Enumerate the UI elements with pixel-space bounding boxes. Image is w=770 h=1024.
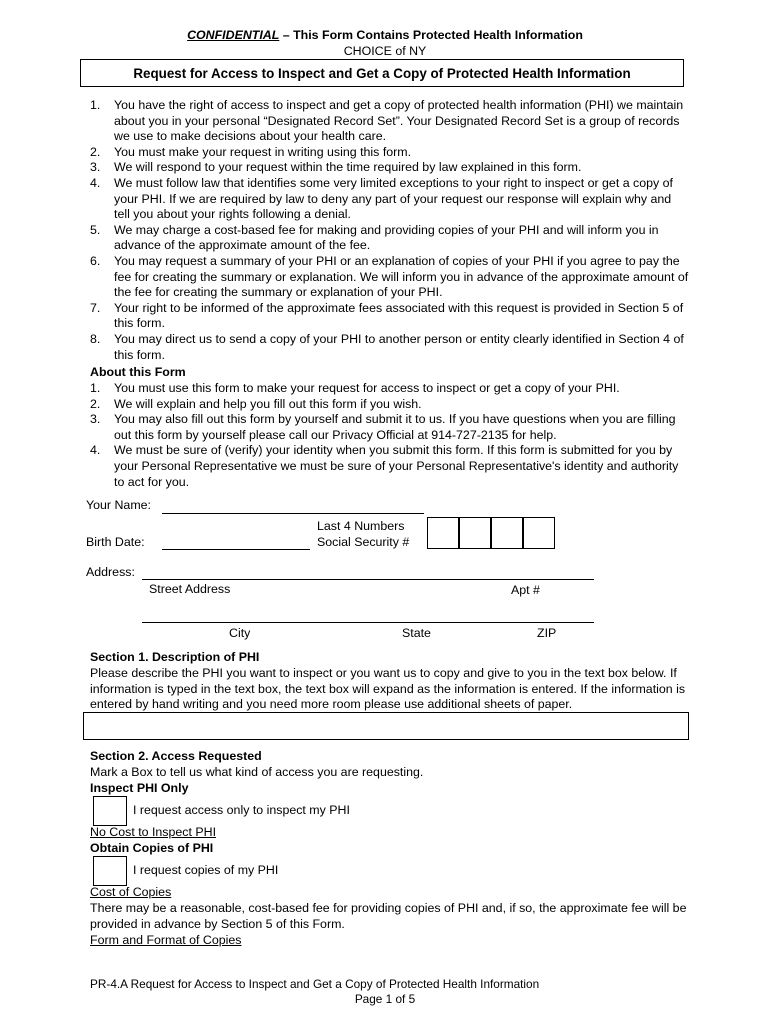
list-text: You must make your request in writing using this form. (114, 144, 412, 159)
list-number: 4. (90, 175, 101, 190)
list-item (90, 443, 690, 490)
no-cost-heading: No Cost to Inspect PHI (90, 825, 217, 839)
list-text: You have the right of access to inspect and get a copy of protected health information (PHI) we maintain about you in your personal “Designated Record Set”. Your Designated Record Set is a group of records we use to make decisions about your health care. (114, 98, 684, 144)
footer-page-number: Page 1 of 5 (354, 992, 416, 1006)
list-text: You may request a summary of your PHI or an explanation of copies of your PHI if you agree to pay the fee for creating the summary or explanation. We will inform you in advance of the approximate amount of the fee for creating the summary or explanation of your PHI. (114, 253, 689, 300)
list-item (90, 160, 690, 176)
ssn-digit-box-2[interactable] (459, 517, 491, 549)
confidential-notice (0, 28, 770, 44)
list-number: 6. (90, 253, 101, 268)
cost-of-copies-heading: Cost of Copies (90, 885, 172, 899)
ssn-digit-box-3[interactable] (491, 517, 523, 549)
list-number: 8. (90, 331, 101, 346)
confidential-notice-text: – This Form Contains Protected Health Information (279, 28, 583, 42)
ssn-label-line1: Last 4 Numbers (317, 519, 405, 533)
list-number: 1. (90, 381, 101, 395)
city-label: City (229, 626, 251, 640)
obtain-copies-heading: Obtain Copies of PHI (90, 841, 214, 855)
inspect-phi-heading: Inspect PHI Only (90, 781, 189, 795)
list-item (90, 98, 690, 145)
list-text: You may also fill out this form by yourself and submit it to us. If you have questions when you are filling out this form by yourself please call our Privacy Official at 914-727-2135 for help. (114, 412, 676, 442)
birth-date-field[interactable] (162, 549, 310, 550)
list-text: We will explain and help you fill out this form if you wish. (114, 396, 422, 411)
list-item (90, 223, 690, 254)
list-number: 1. (90, 98, 101, 112)
street-address-field[interactable] (142, 579, 594, 580)
list-text: Your right to be informed of the approximate fees associated with this request is provided in Section 5 of this form. (114, 300, 684, 331)
list-number: 3. (90, 160, 101, 175)
about-list (90, 381, 690, 490)
list-item (90, 397, 690, 413)
ssn-digit-box-4[interactable] (523, 517, 555, 549)
phi-description-textbox[interactable] (83, 712, 689, 740)
list-number: 4. (90, 443, 101, 458)
footer-form-id: PR-4.A Request for Access to Inspect and Get a Copy of Protected Health Information (90, 977, 540, 991)
request-copies-label: I request copies of my PHI (133, 863, 279, 877)
list-text: We must be sure of (verify) your identity when you submit this form. If this form is submitted for you by your Personal Representative we must be sure of your Personal Representative's identity and authority to act for you. (114, 443, 679, 489)
list-item (90, 254, 690, 301)
list-item (90, 381, 690, 397)
section2-instructions: Mark a Box to tell us what kind of access you are requesting. (90, 765, 424, 779)
inspect-only-checkbox[interactable] (93, 796, 127, 826)
list-item (90, 301, 690, 332)
list-item (90, 332, 690, 363)
ssn-digit-box-1[interactable] (427, 517, 459, 549)
organization-name: CHOICE of NY (343, 44, 427, 58)
list-number: 7. (90, 300, 101, 315)
your-name-label: Your Name: (86, 498, 151, 512)
street-address-label: Street Address (149, 582, 231, 596)
list-number: 3. (90, 412, 101, 427)
list-text: We must follow law that identifies some very limited exceptions to your right to inspect or get a copy of your PHI. If we are required by law to deny any part of your request our response will explain why and tell you about your rights following a denial. (114, 175, 673, 222)
form-title: Request for Access to Inspect and Get a Copy of Protected Health Information (80, 59, 684, 87)
list-item (90, 176, 690, 223)
about-heading: About this Form (90, 365, 186, 379)
city-state-zip-field[interactable] (142, 622, 594, 623)
request-copies-checkbox[interactable] (93, 856, 127, 886)
cost-of-copies-text: There may be a reasonable, cost-based fee for providing copies of PHI and, if so, the approximate fee will be provided in advance by Section 5 of this Form. (90, 901, 687, 931)
list-text: You may direct us to send a copy of your PHI to another person or entity clearly identified in Section 4 of this form. (114, 331, 684, 362)
list-number: 2. (90, 396, 101, 411)
section1-heading: Section 1. Description of PHI (90, 650, 260, 664)
inspect-only-label: I request access only to inspect my PHI (133, 803, 350, 817)
list-text: You must use this form to make your request for access to inspect or get a copy of your PHI. (114, 381, 620, 395)
your-name-field[interactable] (162, 513, 424, 514)
section1-instructions: Please describe the PHI you want to inspect or you want us to copy and give to you in the text box below. If information is typed in the text box, the text box will expand as the information is entered. If the information is entered by hand writing and you need more room please use additional sheets of paper. (90, 666, 686, 712)
list-number: 5. (90, 222, 101, 237)
address-label: Address: (86, 565, 135, 579)
section2-heading: Section 2. Access Requested (90, 749, 262, 763)
list-text: We will respond to your request within the time required by law explained in this form. (114, 160, 582, 175)
list-item (90, 145, 690, 161)
list-number: 2. (90, 144, 101, 159)
list-text: We may charge a cost-based fee for making and providing copies of your PHI and will inform you in advance of the approximate amount of the fee. (114, 222, 659, 253)
confidential-label: CONFIDENTIAL (187, 28, 280, 42)
ssn-label-line2: Social Security # (317, 535, 410, 549)
list-item (90, 412, 690, 443)
zip-label: ZIP (537, 626, 557, 640)
state-label: State (402, 626, 431, 640)
rights-list (90, 98, 690, 363)
form-format-heading: Form and Format of Copies (90, 933, 242, 947)
apt-label: Apt # (511, 583, 540, 597)
birth-date-label: Birth Date: (86, 535, 145, 549)
